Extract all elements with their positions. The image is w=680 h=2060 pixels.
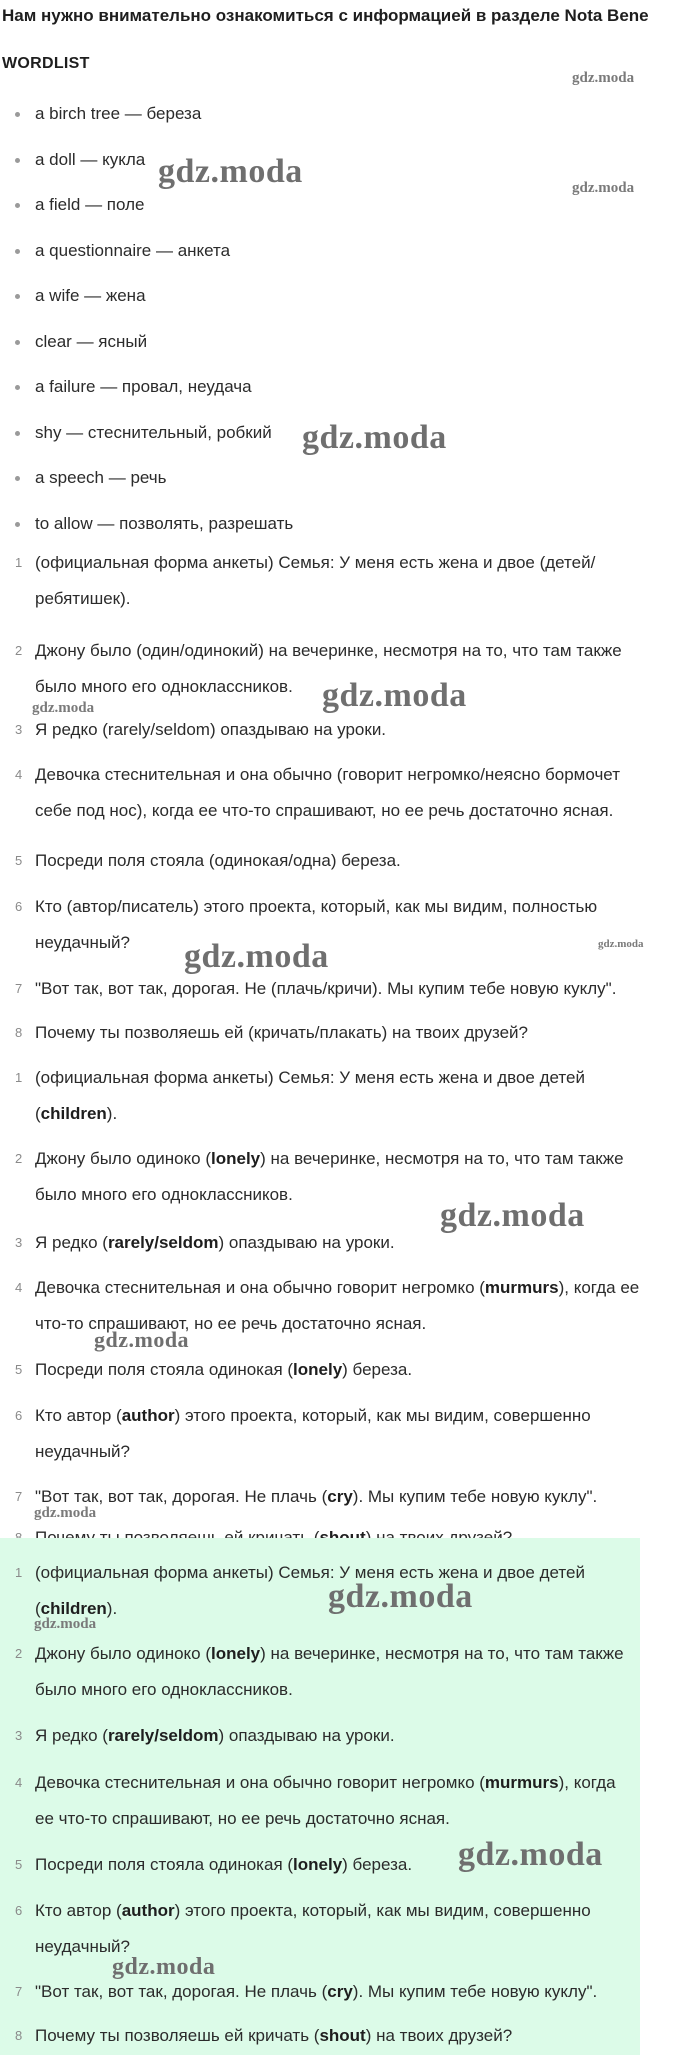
watermark: gdz.moda xyxy=(458,1836,603,1873)
bullet-icon xyxy=(15,294,20,299)
wordlist-item: a speech — речь xyxy=(0,468,660,514)
wordlist-item: a failure — провал, неудача xyxy=(0,377,660,423)
watermark: gdz.moda xyxy=(322,677,467,714)
wordlist-item: shy — стеснительный, робкий xyxy=(0,423,660,469)
watermark: gdz.moda xyxy=(34,1616,97,1632)
watermark: gdz.moda xyxy=(572,70,635,86)
wordlist xyxy=(0,104,660,559)
wordlist-title: WORDLIST xyxy=(2,55,90,72)
wordlist-item: to allow — позволять, разрешать xyxy=(0,514,660,560)
wordlist-item: a doll — кукла xyxy=(0,150,660,196)
wordlist-item: a field — поле xyxy=(0,195,660,241)
watermark: gdz.moda xyxy=(158,153,303,190)
watermark: gdz.moda xyxy=(94,1327,190,1352)
watermark: gdz.moda xyxy=(598,938,644,950)
wordlist-item: a questionnaire — анкета xyxy=(0,241,660,287)
watermark: gdz.moda xyxy=(440,1197,585,1234)
bullet-icon xyxy=(15,431,20,436)
page-header: Нам нужно внимательно ознакомиться с информацией в разделе Nota Bene xyxy=(2,6,649,25)
bullet-icon xyxy=(15,203,20,208)
bullet-icon xyxy=(15,522,20,527)
bullet-icon xyxy=(15,249,20,254)
watermark: gdz.moda xyxy=(572,180,635,196)
bullet-icon xyxy=(15,112,20,117)
watermark: gdz.moda xyxy=(328,1578,473,1615)
bullet-icon xyxy=(15,385,20,390)
bullet-icon xyxy=(15,158,20,163)
wordlist-item: clear — ясный xyxy=(0,332,660,378)
wordlist-item: a birch tree — береза xyxy=(0,104,660,150)
watermark: gdz.moda xyxy=(112,1954,216,1980)
wordlist-item: a wife — жена xyxy=(0,286,660,332)
watermark: gdz.moda xyxy=(32,700,95,716)
watermark: gdz.moda xyxy=(184,938,329,975)
watermark: gdz.moda xyxy=(34,1505,97,1521)
bullet-icon xyxy=(15,476,20,481)
bullet-icon xyxy=(15,340,20,345)
watermark: gdz.moda xyxy=(302,419,447,456)
